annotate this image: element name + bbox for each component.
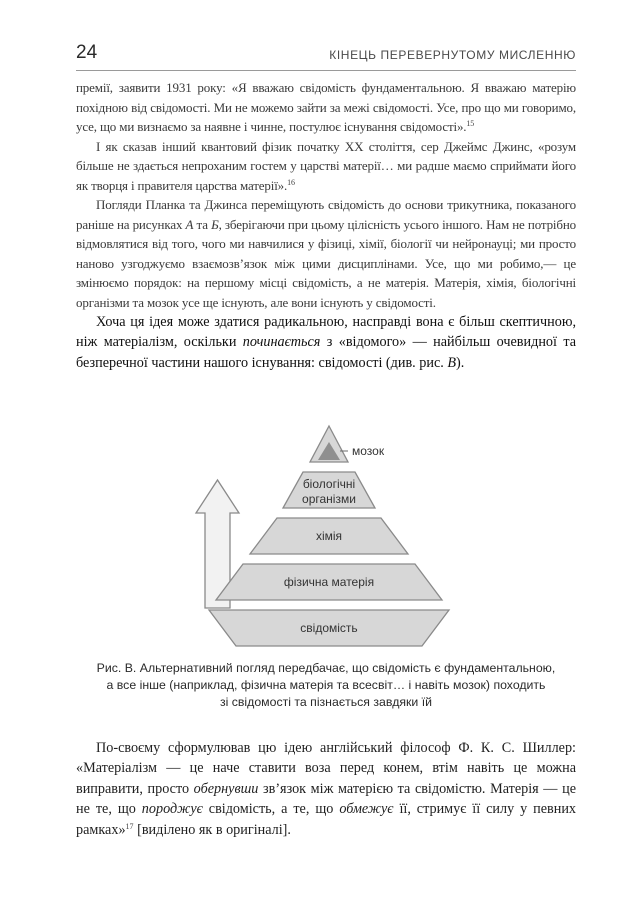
caption-line-2: а все інше (наприклад, фізична матерія та всесвіт… і навіть мозок) походить xyxy=(106,678,546,692)
body-text-top xyxy=(76,78,576,373)
level-label-biological-2: організми xyxy=(302,492,356,506)
footnote-ref: 15 xyxy=(466,119,475,128)
footnote-ref: 16 xyxy=(287,177,295,187)
level-label-biological-1: біологічні xyxy=(302,477,356,491)
pyramid-figure xyxy=(190,418,470,648)
caption-line-1: Рис. В. Альтернативний погляд передбачає, що свідомість є фундаментальною, xyxy=(96,661,556,675)
figure-caption xyxy=(76,660,576,711)
level-label-physical-matter: фізична матерія xyxy=(283,575,375,589)
page-number: 24 xyxy=(76,42,98,63)
footnote-ref: 17 xyxy=(125,821,134,831)
running-title: КІНЕЦЬ ПЕРЕВЕРНУТОМУ МИСЛЕННЮ xyxy=(329,48,576,62)
body-text-bottom xyxy=(76,738,576,840)
paragraph-planck-quote: премії, заявити 1931 року: «Я вважаю свідомість фундаментальною. Я вважаю матерію похідною від свідомості. Ми не можемо зайти за межі свідомості. Усе, про що ми говоримо, усе, що ми визнаємо за наявне і чинне, постулює існування свідомості».$^{15}$ xyxy=(76,80,576,134)
caption-line-3: зі свідомості та пізнається завдяки їй xyxy=(219,695,433,709)
paragraph-schiller: По-своєму сформулював цю ідею англійський філософ Ф. К. С. Шиллер: «Матеріалізм — це наче ставити воза перед конем, втім навіть це можна виправити, просто обернувши зв’язок між матерією та свідомістю. Матерія — це не те, що породжує свідомість, а те, що обмежує її, стримує її силу у певних рамках»$^{17}$ [виділено як в оригіналі]. xyxy=(76,740,577,838)
level-label-consciousness: свідомість xyxy=(300,621,358,635)
paragraph-jeans-quote: І як сказав інший квантовий фізик початку ХХ століття, сер Джеймс Джинс, «розум більше не здається непроханим гостем у царстві матерії… ми радше маємо сприймати його як творця і правителя царства матерії».$^{16}$ xyxy=(76,138,576,193)
level-label-chemistry: хімія xyxy=(315,529,343,543)
paragraph-radical-idea: Хоча ця ідея може здатися радикальною, насправді вона є більш скептичною, ніж матеріалізм, оскільки починається з «відомого» — найбільш очевидної та безперечної частини нашого існування: свідомості (див. рис. В). xyxy=(76,314,576,371)
apex-label: мозок xyxy=(352,444,385,458)
running-header xyxy=(76,42,576,71)
paragraph-planck-jeans-views: Погляди Планка та Джинса переміщують свідомість до основи трикутника, показаного раніше на рисунках А та Б, зберігаючи при цьому цілісність усього іншого. Нам не потрібно відмовлятися від того, чого ми навчилися у фізиці, хімії, біології чи нейронауці; ми просто наново узгоджуємо взаємозв’язок між цими дисциплінами. Усе, що ми робимо,— це змінюємо порядок: на першому місці свідомість, а не матерія. Матерія, хімія, біологічні організми та мозок усе ще існують, але вони існують у свідомості. xyxy=(76,197,576,310)
